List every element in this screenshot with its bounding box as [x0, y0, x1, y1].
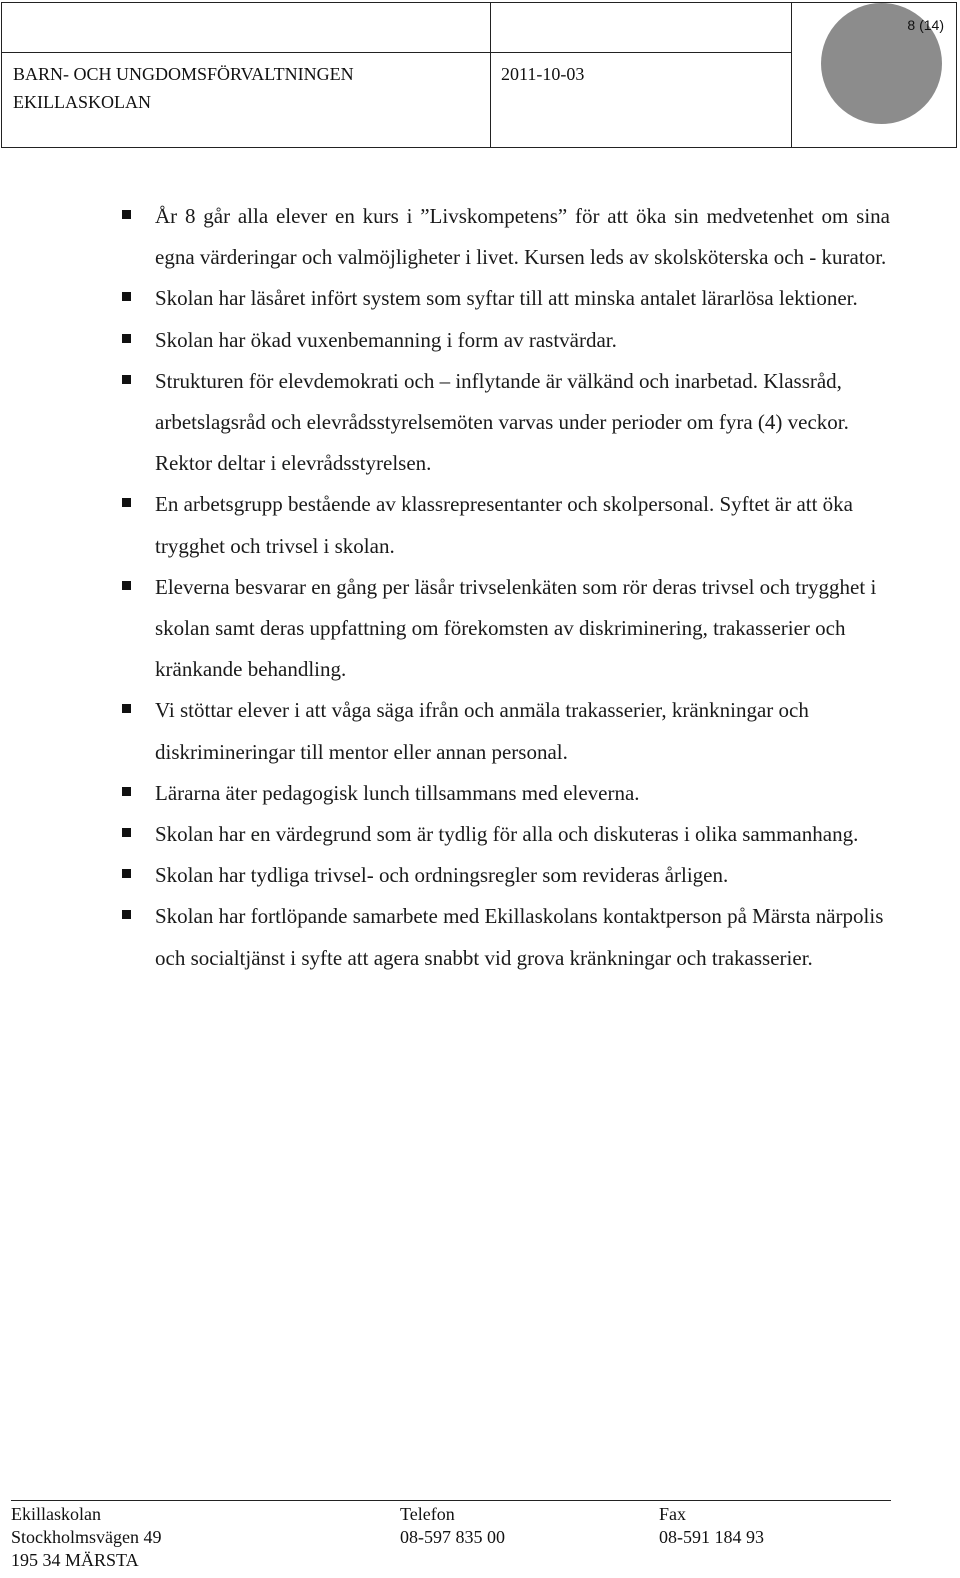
footer-fax-label: Fax: [659, 1504, 686, 1524]
footer-phone-number: 08-597 835 00: [400, 1527, 505, 1547]
organization-line-1: BARN- OCH UNGDOMSFÖRVALTNINGEN: [13, 64, 354, 84]
list-item: [0, 484, 890, 566]
footer-phone: [400, 1503, 505, 1549]
square-bullet-icon: [122, 581, 131, 590]
list-item-text: Skolan har ökad vuxenbemanning i form av rastvärdar.: [155, 327, 617, 352]
square-bullet-icon: [122, 375, 131, 384]
header-date-cell: [491, 3, 792, 147]
list-item-text: Skolan har fortlöpande samarbete med Ekillaskolans kontaktperson på Märsta närpolis och socialtjänst i syfte att agera snabbt vid grova kränkningar och trakasserier.: [155, 904, 884, 970]
square-bullet-icon: [122, 828, 131, 837]
footer-street: Stockholmsvägen 49: [11, 1527, 162, 1547]
list-item: [0, 361, 890, 485]
list-item: [0, 690, 890, 772]
footer-postal: 195 34 MÄRSTA: [11, 1550, 139, 1570]
square-bullet-icon: [122, 910, 131, 919]
list-item: [0, 814, 890, 855]
list-item: [0, 773, 890, 814]
list-item-text: Lärarna äter pedagogisk lunch tillsammans med eleverna.: [155, 780, 640, 805]
header-divider: [2, 52, 792, 53]
document-header: [1, 2, 957, 148]
list-item-text: Vi stöttar elever i att våga säga ifrån och anmäla trakasserier, kränkningar och diskrimineringar till mentor eller annan personal.: [155, 698, 809, 764]
square-bullet-icon: [122, 869, 131, 878]
footer-divider: [11, 1500, 891, 1501]
list-item: [0, 896, 890, 978]
footer-fax-number: 08-591 184 93: [659, 1527, 764, 1547]
list-item: [0, 278, 890, 319]
list-item: [0, 567, 890, 691]
square-bullet-icon: [122, 210, 131, 219]
square-bullet-icon: [122, 787, 131, 796]
footer-address: [11, 1503, 162, 1572]
square-bullet-icon: [122, 292, 131, 301]
header-org-cell: [2, 3, 491, 147]
square-bullet-icon: [122, 334, 131, 343]
list-item: [0, 320, 890, 361]
footer-phone-label: Telefon: [400, 1504, 455, 1524]
list-item: [0, 196, 890, 278]
list-item-text: Strukturen för elevdemokrati och – inflytande är välkänd och inarbetad. Klassråd, arbetslagsråd och elevrådsstyrelsemöten varvas under perioder om fyra (4) veckor. Rektor deltar i elevrådsstyrelsen.: [155, 368, 849, 476]
organization-line-2: EKILLASKOLAN: [13, 92, 151, 112]
measures-list: [0, 196, 960, 979]
square-bullet-icon: [122, 498, 131, 507]
document-date: 2011-10-03: [501, 64, 585, 84]
list-item-text: Eleverna besvarar en gång per läsår trivselenkäten som rör deras trivsel och trygghet i skolan samt deras uppfattning om förekomsten av diskriminering, trakasserier och kränkande behandling.: [155, 574, 877, 682]
list-item-text: År 8 går alla elever en kurs i ”Livskompetens” för att öka sin medvetenhet om sina egna värderingar och valmöjligheter i livet. Kursen leds av skolsköterska och - kurator.: [155, 204, 890, 270]
list-item: [0, 855, 890, 896]
organization-name: [13, 60, 354, 116]
footer-fax: [659, 1503, 764, 1549]
list-item-text: Skolan har tydliga trivsel- och ordningsregler som revideras årligen.: [155, 863, 729, 888]
list-item-text: En arbetsgrupp bestående av klassrepresentanter och skolpersonal. Syftet är att öka trygghet och trivsel i skolan.: [155, 492, 854, 558]
square-bullet-icon: [122, 704, 131, 713]
page-number: 8 (14): [907, 17, 944, 33]
footer-school-name: Ekillaskolan: [11, 1504, 101, 1524]
list-item-text: Skolan har en värdegrund som är tydlig för alla och diskuteras i olika sammanhang.: [155, 822, 859, 847]
list-item-text: Skolan har läsåret infört system som syftar till att minska antalet lärarlösa lektioner.: [155, 286, 858, 311]
